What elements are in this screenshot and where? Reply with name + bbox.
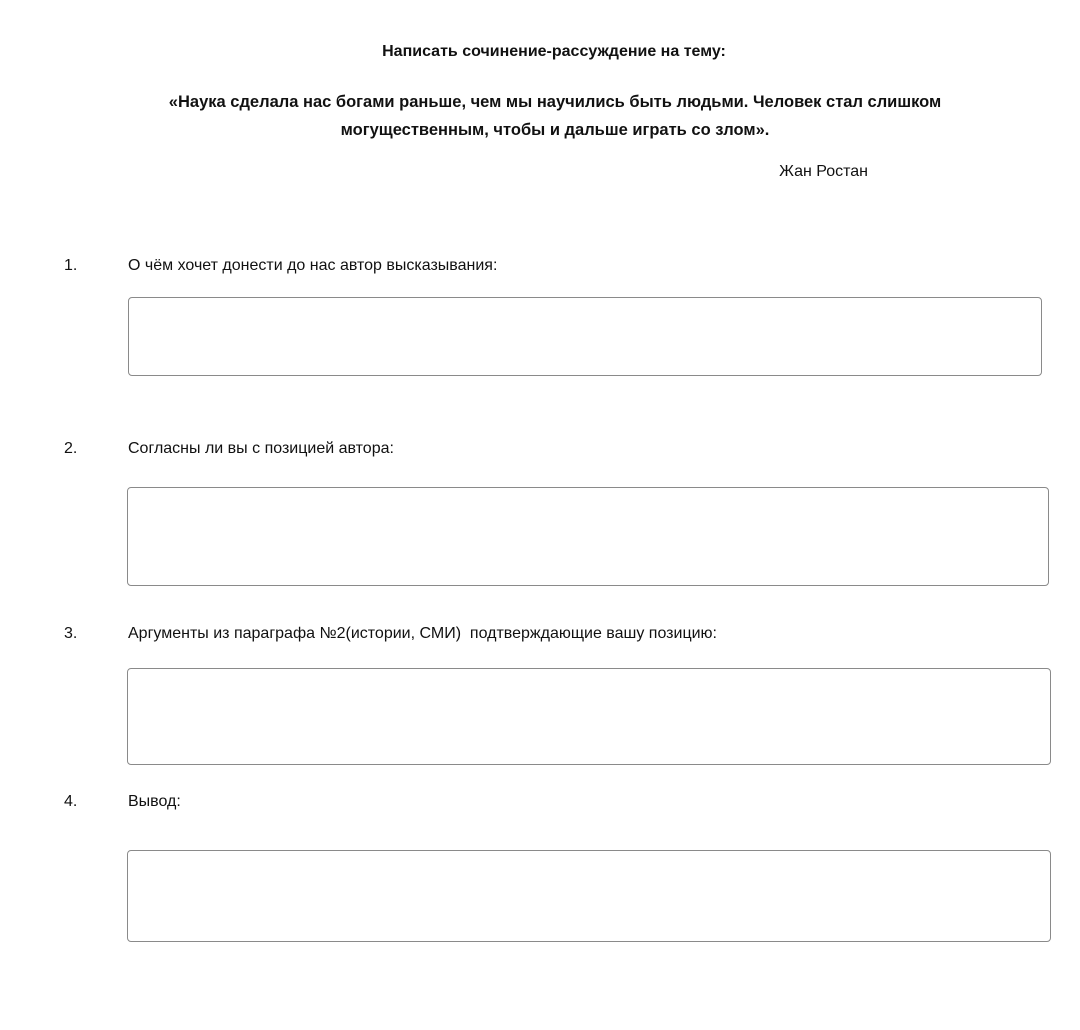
- question-text: Согласны ли вы с позицией автора:: [128, 440, 394, 457]
- quote-text: «Наука сделала нас богами раньше, чем мы научились быть людьми. Человек стал слишком могущественным, чтобы и дальше играть со злом».: [168, 93, 942, 139]
- question-text: Аргументы из параграфа №2(истории, СМИ) подтверждающие вашу позицию:: [128, 625, 717, 642]
- quote-author: Жан Ростан: [779, 163, 868, 180]
- question-number: 1.: [64, 257, 78, 274]
- answer-field-2[interactable]: [127, 487, 1049, 586]
- answer-field-4[interactable]: [127, 850, 1051, 942]
- question-number: 4.: [64, 793, 78, 810]
- question-text: Вывод:: [128, 793, 181, 810]
- question-number: 3.: [64, 625, 78, 642]
- page-title: Написать сочинение-рассуждение на тему:: [382, 43, 726, 60]
- question-text: О чём хочет донести до нас автор высказывания:: [128, 257, 498, 274]
- answer-field-3[interactable]: [127, 668, 1051, 765]
- question-number: 2.: [64, 440, 78, 457]
- answer-field-1[interactable]: [128, 297, 1042, 376]
